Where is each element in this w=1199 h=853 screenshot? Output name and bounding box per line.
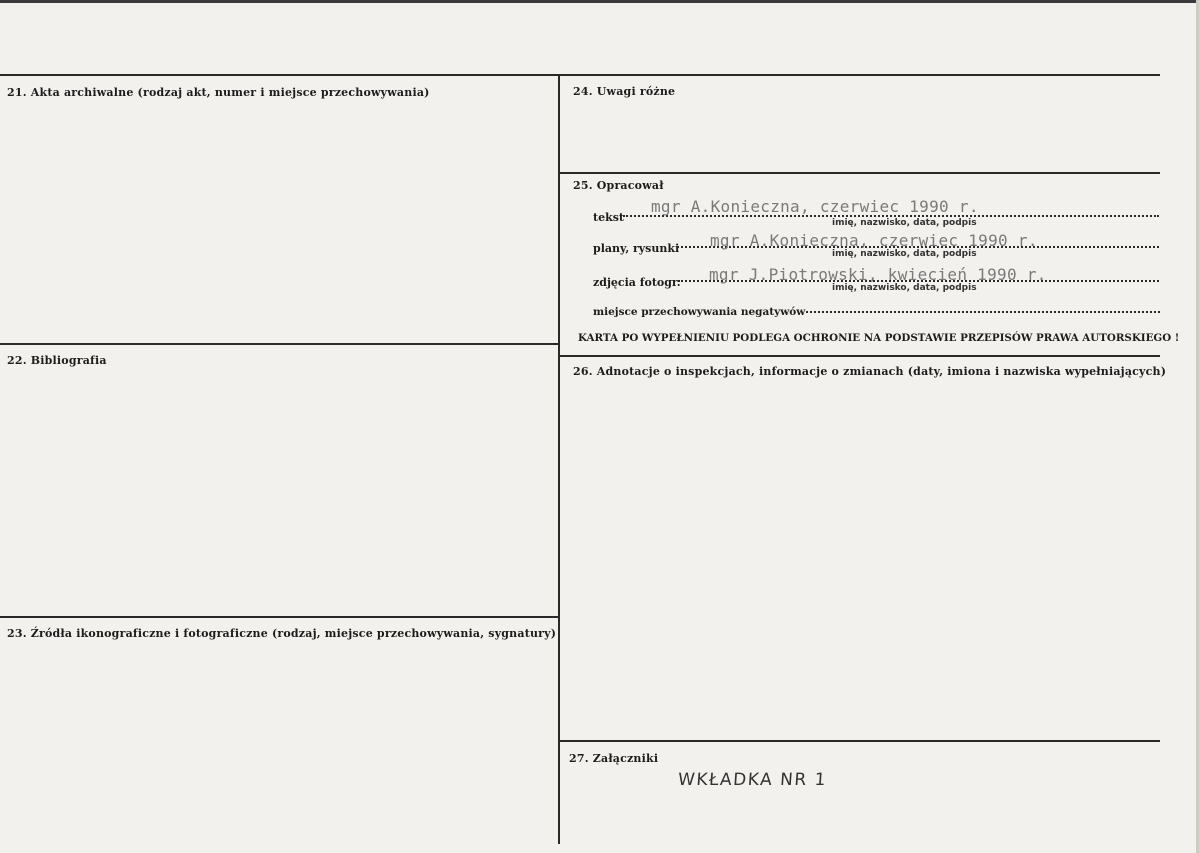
copyright-notice: KARTA PO WYPEŁNIENIU PODLEGA OCHRONIE NA PODSTAWIE PRZEPISÓW PRAWA AUTORSKIEGO ! xyxy=(578,332,1180,344)
plany-label: plany, rysunki xyxy=(593,242,680,255)
negatywy-dotted-line xyxy=(806,311,1160,313)
column-divider xyxy=(558,74,560,844)
field-25-label: 25. Opracował xyxy=(573,179,664,192)
field-24-label: 24. Uwagi różne xyxy=(573,85,676,98)
field-21-label: 21. Akta archiwalne (rodzaj akt, numer i miejsce przechowywania) xyxy=(7,86,430,99)
top-edge xyxy=(0,0,1199,3)
tekst-caption: imię, nazwisko, data, podpis xyxy=(832,218,977,228)
rule-left-21-22 xyxy=(0,343,560,345)
rule-right-25-26 xyxy=(558,355,1160,357)
field-22-label: 22. Bibliografia xyxy=(7,354,107,367)
zdjecia-label: zdjęcia fotogr. xyxy=(593,276,681,289)
rule-left-22-23 xyxy=(0,616,560,618)
plany-caption: imię, nazwisko, data, podpis xyxy=(832,249,977,259)
rule-right-26-27 xyxy=(558,740,1160,742)
plany-value: mgr A.Konieczna, czerwiec 1990 r. xyxy=(710,231,1038,250)
tekst-label: tekst xyxy=(593,211,624,224)
field-27-label: 27. Załączniki xyxy=(569,752,659,765)
zdjecia-caption: imię, nazwisko, data, podpis xyxy=(832,283,977,293)
tekst-value: mgr A.Konieczna, czerwiec 1990 r. xyxy=(651,197,979,216)
rule-right-24-25 xyxy=(558,172,1160,174)
top-rule xyxy=(0,74,1160,76)
zdjecia-value: mgr J.Piotrowski, kwiecień 1990 r. xyxy=(709,265,1047,284)
attachment-handwritten-note: WKŁADKA NR 1 xyxy=(677,770,828,790)
field-23-label: 23. Źródła ikonograficzne i fotograficzne (rodzaj, miejsce przechowywania, sygnatury) xyxy=(7,627,557,640)
field-26-label: 26. Adnotacje o inspekcjach, informacje o zmianach (daty, imiona i nazwiska wypełniających) xyxy=(573,365,1167,378)
negatywy-label: miejsce przechowywania negatywów xyxy=(593,306,806,318)
